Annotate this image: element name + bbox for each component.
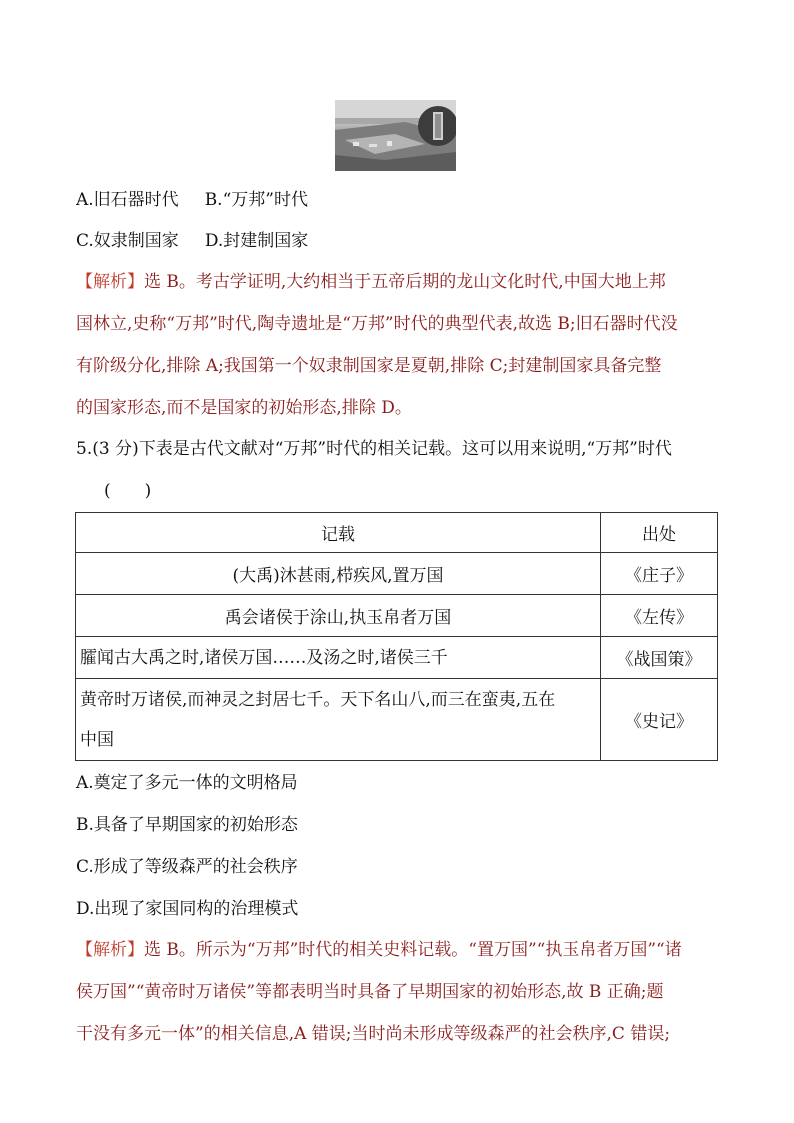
q4-analysis-line4: 的国家形态,而不是国家的初始形态,排除 D。 <box>76 398 412 418</box>
q4-options-row2 <box>76 229 308 253</box>
record-cell <box>76 679 601 761</box>
record-line: 中国 <box>80 729 114 750</box>
table-row <box>76 595 718 637</box>
table-row <box>76 553 718 595</box>
q4-option-d: D.封建制国家 <box>204 231 309 251</box>
q4-options-row1 <box>76 188 308 212</box>
analysis-label: 【解析】 <box>76 272 144 292</box>
q4-analysis-line2: 国林立,史称“万邦”时代,陶寺遗址是“万邦”时代的典型代表,故选 B;旧石器时代没 <box>76 314 678 334</box>
q5-option-b: B.具备了早期国家的初始形态 <box>76 815 298 835</box>
q4-analysis-line1 <box>76 270 718 294</box>
q5-analysis-line1 <box>76 938 682 962</box>
q4-option-c: C.奴隶制国家 <box>76 231 179 251</box>
q5-stem: 5.(3 分)下表是古代文献对“万邦”时代的相关记载。这可以用来说明,“万邦”时代 <box>76 439 672 459</box>
q5-analysis-line2: 侯万国”“黄帝时万诸侯”等都表明当时具备了早期国家的初始形态,故 B 正确;题 <box>76 982 664 1002</box>
analysis-text: 选 B。所示为“万邦”时代的相关史料记载。“置万国”“执玉帛者万国”“诸 <box>144 940 682 960</box>
record-cell: 禹会诸侯于涂山,执玉帛者万国 <box>76 595 601 637</box>
q4-analysis-line3: 有阶级分化,排除 A;我国第一个奴隶制国家是夏朝,排除 C;封建制国家具备完整 <box>76 356 662 376</box>
table-header-row <box>76 513 718 553</box>
source-cell: 《庄子》 <box>601 553 718 595</box>
q4-option-b: B.“万邦”时代 <box>204 190 308 210</box>
source-cell: 《史记》 <box>601 679 718 761</box>
source-cell: 《左传》 <box>601 595 718 637</box>
source-cell: 《战国策》 <box>601 637 718 679</box>
table-row <box>76 679 718 761</box>
record-cell: (大禹)沐甚雨,栉疾风,置万国 <box>76 553 601 595</box>
archaeological-site-photo <box>335 100 456 171</box>
header-source: 出处 <box>601 513 718 553</box>
record-line: 黄帝时万诸侯,而神灵之封居七千。天下名山八,而三在蛮夷,五在 <box>80 689 556 710</box>
records-table <box>75 512 718 761</box>
q5-option-c: C.形成了等级森严的社会秩序 <box>76 857 298 877</box>
analysis-text: 选 B。考古学证明,大约相当于五帝后期的龙山文化时代,中国大地上邦 <box>144 272 666 292</box>
record-cell: 臛闻古大禹之时,诸侯万国……及汤之时,诸侯三千 <box>76 637 601 679</box>
q5-analysis-line3: 干没有多元一体”的相关信息,A 错误;当时尚未形成等级森严的社会秩序,C 错误; <box>76 1024 671 1044</box>
q5-option-d: D.出现了家国同构的治理模式 <box>76 899 299 919</box>
analysis-label: 【解析】 <box>76 940 144 960</box>
table-row <box>76 637 718 679</box>
q4-option-a: A.旧石器时代 <box>76 190 179 210</box>
q5-option-a: A.奠定了多元一体的文明格局 <box>76 773 298 793</box>
header-record: 记载 <box>76 513 601 553</box>
q5-answer-blank: ( ) <box>104 481 152 501</box>
